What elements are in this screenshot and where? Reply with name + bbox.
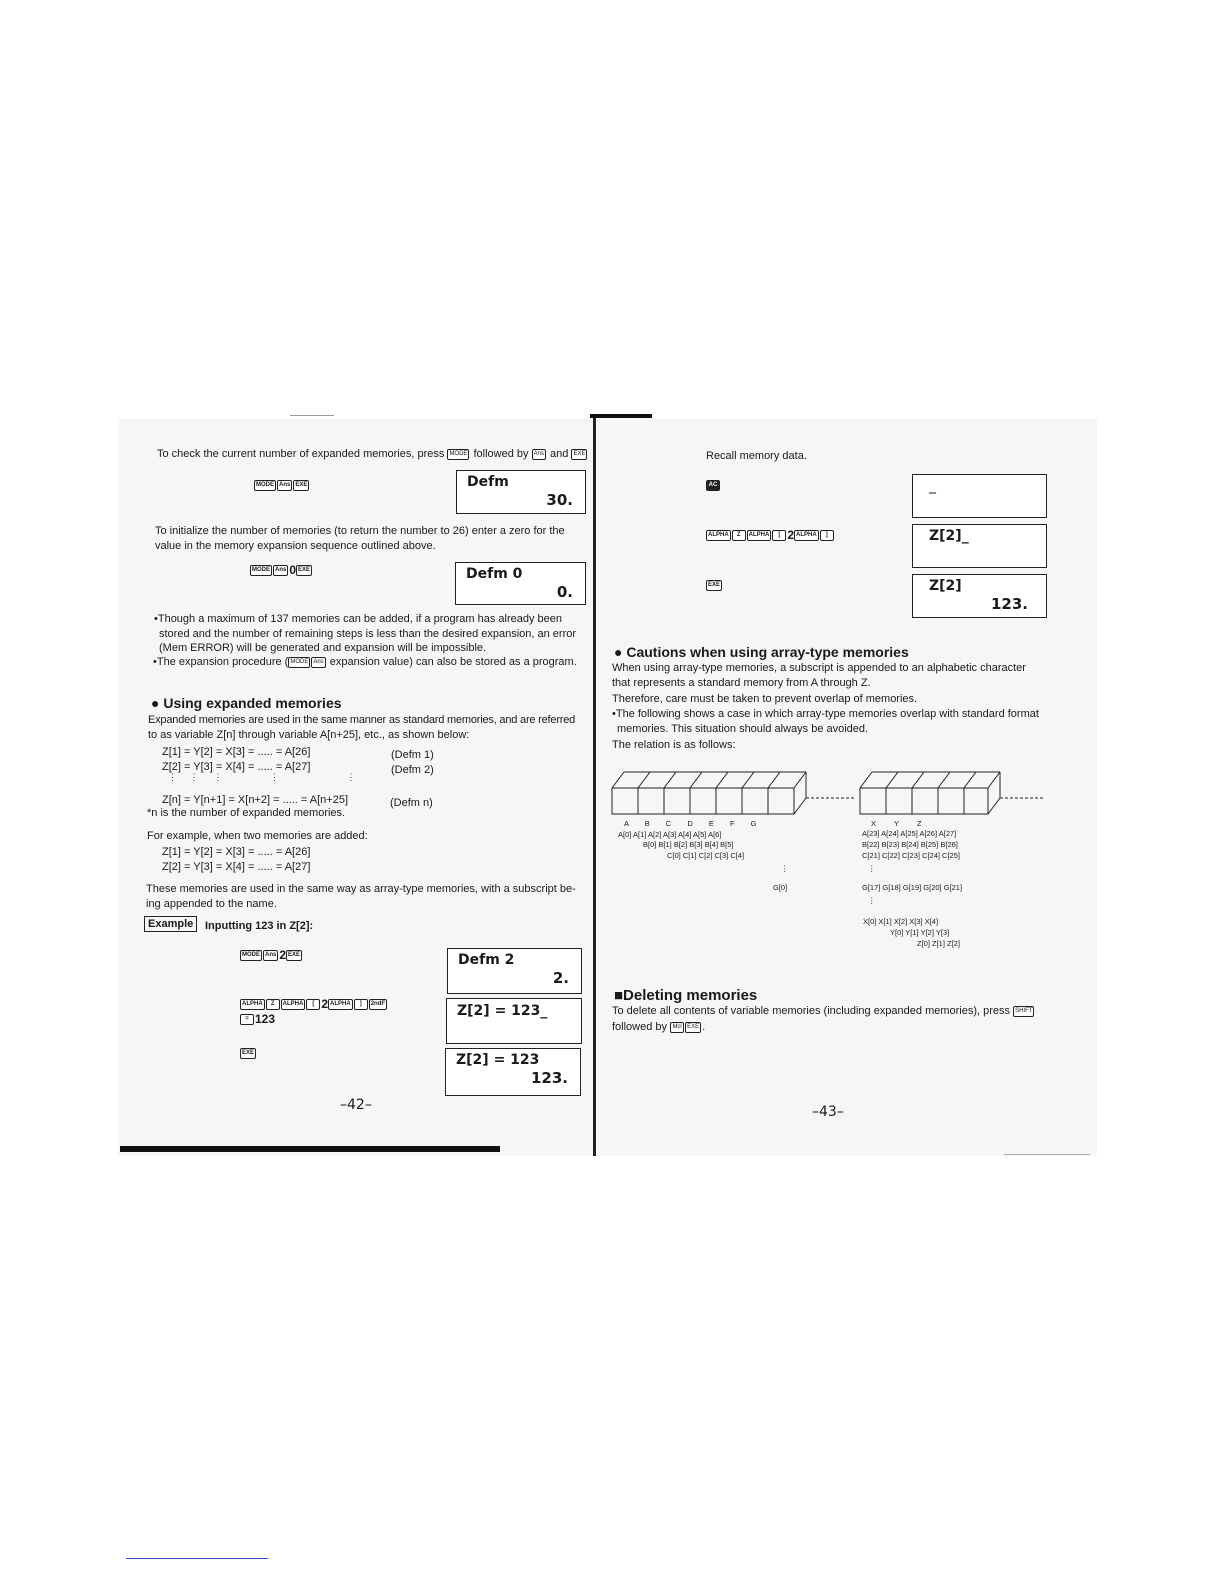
letter-b: B	[644, 819, 650, 828]
grid-left-letters	[624, 819, 756, 828]
z-key: Z	[266, 999, 280, 1010]
example-eq-1: Z[1] = Y[2] = X[3] = ..... = A[26]	[162, 846, 311, 858]
grid-left-dots: ⋮	[781, 864, 789, 873]
lcd-right-2	[912, 524, 1047, 568]
para1-line1: Expanded memories are used in the same manner as standard memories, and are referred	[148, 714, 576, 726]
2ndf-key: 2ndF	[369, 999, 387, 1010]
check-text-and: and	[550, 448, 569, 460]
grid-right-row-y: Y[0] Y[1] Y[2] Y[3]	[890, 928, 950, 937]
note2-a: •The expansion procedure (	[153, 656, 289, 668]
letter-e: E	[708, 819, 714, 828]
equation-n: Z[n] = Y[n+1] = X[n+2] = ..... = A[n+25]	[162, 794, 349, 806]
binding-line	[593, 418, 596, 1156]
lcd-line-1: Defm 0	[466, 566, 523, 582]
letter-x: X	[871, 819, 877, 828]
digit-zero: 0	[289, 563, 297, 577]
binding-shadow	[590, 414, 652, 418]
para1-line2: to as variable Z[n] through variable A[n+25], etc., as shown below:	[148, 729, 470, 741]
ans-key: Ans	[532, 449, 546, 460]
init-text-1: To initialize the number of memories (to return the number to 26) enter a zero for the	[155, 525, 565, 537]
para2-line2: ing appended to the name.	[146, 898, 277, 910]
section-heading-expanded: ● Using expanded memories	[151, 695, 342, 711]
recall-text: Recall memory data.	[706, 450, 807, 462]
grid-right-row-x: X[0] X[1] X[2] X[3] X[4]	[863, 917, 939, 926]
page-number-right: –43–	[812, 1104, 844, 1120]
ac-key-row	[706, 478, 721, 492]
lcd-display-3	[447, 948, 582, 994]
bracket-close-key: ]	[354, 999, 368, 1010]
caution-line6: The relation is as follows:	[612, 739, 736, 751]
example-text: For example, when two memories are added:	[147, 830, 368, 842]
ans-key: Ans	[263, 950, 278, 961]
equation-1-tag: (Defm 1)	[391, 749, 434, 761]
mcl-key: Mcl	[670, 1022, 684, 1033]
right-bottom-rule	[1004, 1154, 1090, 1155]
note1-line1: •Though a maximum of 137 memories can be added, if a program has already been	[154, 613, 563, 625]
note1-line3: (Mem ERROR) will be generated and expansion will be impossible.	[159, 642, 487, 654]
delete-text-2: followed by	[612, 1021, 668, 1033]
example-eq-2: Z[2] = Y[3] = X[4] = ..... = A[27]	[162, 861, 311, 873]
bottom-link-line	[126, 1558, 268, 1559]
lcd-line-1: Z[2] = 123_	[457, 1003, 548, 1019]
section-heading-deleting: ■Deleting memories	[614, 987, 758, 1004]
mode-key: MODE	[254, 480, 276, 491]
grid-left-row-a: A[0] A[1] A[2] A[3] A[4] A[5] A[6]	[618, 830, 722, 839]
page-number-left: –42–	[340, 1097, 372, 1113]
exe-key: EXE	[240, 1048, 256, 1059]
equation-1: Z[1] = Y[2] = X[3] = ..... = A[26]	[162, 746, 311, 758]
digit-two: 2	[321, 997, 329, 1011]
equation-2-tag: (Defm 2)	[391, 764, 434, 776]
z-key: Z	[732, 530, 746, 541]
grid-left-row-b: B[0] B[1] B[2] B[3] B[4] B[5]	[643, 840, 734, 849]
lcd-line-1: Z[2]	[929, 578, 962, 594]
grid-right-row-a: A[23] A[24] A[25] A[26] A[27]	[862, 829, 957, 838]
lcd-display-1	[456, 470, 586, 514]
grid-right-dots-1: ⋮	[868, 864, 876, 873]
key-sequence-1	[254, 478, 310, 492]
shift-key: SHIFT	[1013, 1006, 1034, 1017]
key-sequence-3	[240, 948, 303, 962]
exe-key: EXE	[293, 480, 309, 491]
exe-key: EXE	[571, 449, 587, 460]
lcd-line-2: 123.	[990, 595, 1028, 613]
lcd-display-5	[445, 1048, 581, 1096]
equals-key: =	[240, 1014, 254, 1025]
memory-grid-diagram	[610, 768, 1050, 818]
letter-a: A	[624, 819, 629, 828]
lcd-display-4	[446, 998, 582, 1044]
mode-key: MODE	[250, 565, 272, 576]
section-heading-cautions: ● Cautions when using array-type memories	[614, 644, 909, 660]
lcd-line-2: 30.	[546, 491, 573, 509]
grid-left-row-c: C[0] C[1] C[2] C[3] C[4]	[667, 851, 745, 860]
para2-line1: These memories are used in the same way as array-type memories, with a subscript be-	[146, 883, 576, 895]
exe-key: EXE	[706, 580, 722, 591]
key-sequence-5	[240, 1046, 257, 1060]
ans-key: Ans	[311, 657, 325, 668]
exe-key: EXE	[296, 565, 312, 576]
alpha-key: ALPHA	[240, 999, 265, 1010]
caution-line3: Therefore, care must be taken to prevent overlap of memories.	[612, 693, 918, 705]
lcd-line-1: Z[2]_	[929, 528, 969, 544]
ac-key: AC	[706, 480, 720, 491]
check-text-followed: followed by	[473, 448, 529, 460]
mode-key: MODE	[240, 950, 262, 961]
grid-right-row-b: B[22] B[23] B[24] B[25] B[26]	[862, 840, 958, 849]
exe-key: EXE	[286, 950, 302, 961]
mode-key: MODE	[447, 449, 469, 460]
n-note: *n is the number of expanded memories.	[147, 807, 346, 819]
ans-key: Ans	[277, 480, 292, 491]
mode-key: MODE	[288, 657, 310, 668]
init-text-2: value in the memory expansion sequence outlined above.	[155, 540, 436, 552]
grid-right-row-c: C[21] C[22] C[23] C[24] C[25]	[862, 851, 960, 860]
check-text-main: To check the current number of expanded memories, press	[157, 448, 445, 460]
lcd-display-2	[455, 562, 586, 605]
delete-text-1: To delete all contents of variable memories (including expanded memories), press	[612, 1005, 1011, 1017]
grid-left-row-g: G[0]	[773, 883, 788, 892]
caution-line5: memories. This situation should always be avoided.	[617, 723, 869, 735]
check-text	[157, 447, 588, 461]
alpha-key: ALPHA	[706, 530, 731, 541]
lcd-right-3	[912, 574, 1047, 618]
lcd-line-2: 2.	[552, 969, 569, 987]
letter-d: D	[687, 819, 693, 828]
example-label-box	[144, 916, 197, 932]
ans-key: Ans	[273, 565, 288, 576]
delete-line1	[612, 1004, 1035, 1018]
bracket-open-key: [	[306, 999, 320, 1010]
bracket-open-key: [	[772, 530, 786, 541]
example-label: Example	[148, 918, 194, 930]
lcd-line-1: Defm 2	[458, 952, 515, 968]
letter-c: C	[665, 819, 672, 828]
top-rule	[290, 415, 334, 416]
lcd-right-1	[912, 474, 1047, 518]
vertical-dots: ⋮ ⋮ ⋮ ⋮ ⋮	[168, 772, 356, 782]
exe-key: EXE	[685, 1022, 701, 1033]
key-sequence-4b	[240, 1012, 275, 1026]
lcd-line-1: Defm	[467, 474, 509, 490]
grid-right-row-z: Z[0] Z[1] Z[2]	[917, 939, 960, 948]
lcd-line-1: _	[929, 478, 936, 494]
alpha-key: ALPHA	[747, 530, 772, 541]
digit-two: 2	[279, 948, 287, 962]
alpha-key: ALPHA	[281, 999, 306, 1010]
letter-g: G	[750, 819, 757, 828]
key-sequence-right	[706, 528, 835, 542]
caution-line4: •The following shows a case in which array-type memories overlap with standard format	[612, 708, 1039, 720]
example-title: Inputting 123 in Z[2]:	[205, 920, 314, 932]
key-sequence-2	[250, 563, 313, 577]
digit-two: 2	[787, 528, 795, 542]
lcd-line-2: 123.	[530, 1069, 568, 1087]
grid-right-letters	[871, 819, 922, 828]
note1-line2: stored and the number of remaining steps is less than the desired expansion, an error	[159, 628, 577, 640]
grid-right-dots-2: ⋮	[868, 896, 876, 905]
lcd-line-1: Z[2] = 123	[456, 1052, 540, 1068]
note2-b: expansion value) can also be stored as a program.	[329, 656, 577, 668]
note2	[153, 655, 577, 669]
exe-key-row	[706, 578, 723, 592]
equation-n-tag: (Defm n)	[390, 797, 433, 809]
number-123: 123	[255, 1012, 276, 1026]
alpha-key: ALPHA	[794, 530, 819, 541]
equation-2: Z[2] = Y[3] = X[4] = ..... = A[27]	[162, 761, 311, 773]
caution-line1: When using array-type memories, a subscript is appended to an alphabetic character	[612, 662, 1026, 674]
grid-right-row-g: G[17] G[18] G[19] G[20] G[21]	[862, 883, 963, 892]
letter-y: Y	[893, 819, 899, 828]
letter-z: Z	[916, 819, 922, 828]
caution-line2: that represents a standard memory from A through Z.	[612, 677, 871, 689]
alpha-key: ALPHA	[328, 999, 353, 1010]
delete-line2: followed by Mcl EXE .	[612, 1021, 706, 1033]
letter-f: F	[729, 819, 735, 828]
bottom-bar	[120, 1146, 500, 1152]
lcd-line-2: 0.	[556, 583, 573, 601]
key-sequence-4	[240, 997, 388, 1011]
bracket-close-key: ]	[820, 530, 834, 541]
